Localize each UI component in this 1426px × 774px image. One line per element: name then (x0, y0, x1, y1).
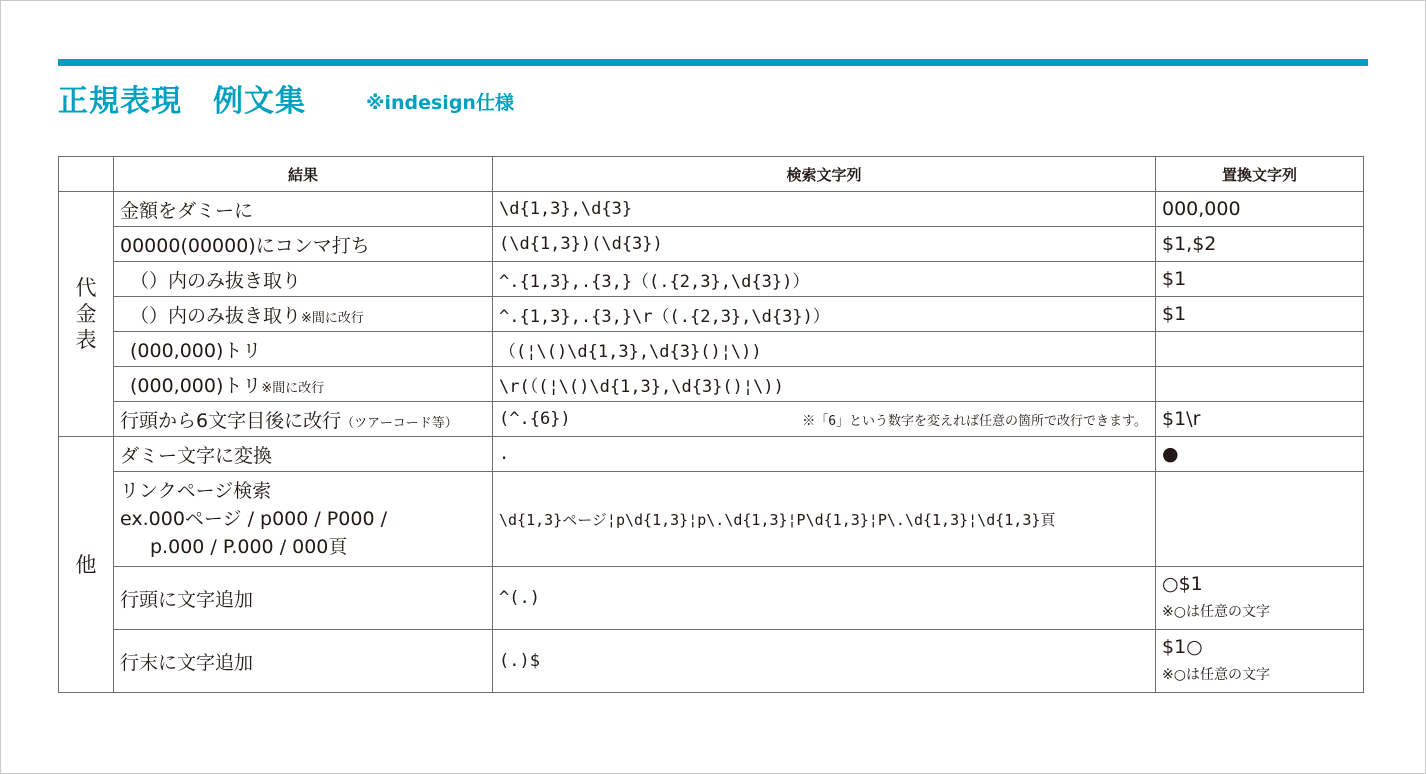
search-cell: \d{1,3},\d{3} (493, 192, 1156, 227)
table-row (59, 402, 1364, 437)
result-cell: （）内のみ抜き取り (114, 262, 493, 297)
group-label-other: 他 (59, 437, 114, 693)
replace-text: ○$1 (1162, 573, 1203, 595)
header-replace: 置換文字列 (1156, 157, 1364, 192)
regex-table (58, 156, 1364, 693)
table-row (59, 437, 1364, 472)
search-cell: ^.{1,3},.{3,}（(.{2,3},\d{3})） (493, 262, 1156, 297)
result-line: p.000 / P.000 / 000頁 (150, 536, 348, 558)
replace-cell (1156, 367, 1364, 402)
search-text: (^.{6}) (499, 409, 571, 429)
page-subtitle: ※indesign仕様 (366, 92, 514, 114)
search-cell: （(¦\()\d{1,3},\d{3}()¦\)) (493, 332, 1156, 367)
table-row (59, 262, 1364, 297)
search-cell: ^(.) (493, 567, 1156, 630)
result-line: ex.000ページ / p000 / P000 / (120, 508, 387, 530)
table-row (59, 630, 1364, 693)
replace-cell: $1,$2 (1156, 227, 1364, 262)
result-note: ※間に改行 (301, 310, 364, 326)
replace-text: $1○ (1162, 636, 1203, 658)
result-note: ※間に改行 (261, 380, 325, 396)
replace-cell: $1\r (1156, 402, 1364, 437)
result-text: （）内のみ抜き取り (130, 304, 302, 327)
result-cell: ダミー文字に変換 (114, 437, 493, 472)
table-row (59, 332, 1364, 367)
replace-cell: ● (1156, 437, 1364, 472)
result-cell: 00000(00000)にコンマ打ち (114, 227, 493, 262)
replace-note: ※○は任意の文字 (1162, 604, 1270, 620)
result-text: (000,000)トリ (130, 374, 262, 397)
result-cell: 行頭に文字追加 (114, 567, 493, 630)
result-cell (114, 472, 493, 567)
replace-cell (1156, 630, 1364, 693)
result-cell: 行末に文字追加 (114, 630, 493, 693)
search-cell: \r(（(¦\()\d{1,3},\d{3}()¦\)) (493, 367, 1156, 402)
replace-note: ※○は任意の文字 (1162, 667, 1270, 683)
title-accent-bar (58, 59, 1368, 66)
search-cell: \d{1,3}ページ¦p\d{1,3}¦p\.\d{1,3}¦P\d{1,3}¦P\.\d{1,3}¦\d{1,3}頁 (493, 472, 1156, 567)
result-cell: (000,000)トリ (114, 332, 493, 367)
search-cell (493, 402, 1156, 437)
search-cell: (\d{1,3})(\d{3}) (493, 227, 1156, 262)
group-label-substitute: 代金表 (59, 192, 114, 437)
search-cell: ^.{1,3},.{3,}\r（(.{2,3},\d{3})） (493, 297, 1156, 332)
header-result: 結果 (114, 157, 493, 192)
replace-cell (1156, 472, 1364, 567)
table-row (59, 472, 1364, 567)
search-cell: . (493, 437, 1156, 472)
header-row (59, 157, 1364, 192)
table-row (59, 227, 1364, 262)
table-row (59, 567, 1364, 630)
replace-cell: 000,000 (1156, 192, 1364, 227)
replace-cell: $1 (1156, 297, 1364, 332)
replace-cell (1156, 332, 1364, 367)
table-row (59, 297, 1364, 332)
search-cell: (.)$ (493, 630, 1156, 693)
result-cell (114, 367, 493, 402)
result-cell (114, 297, 493, 332)
search-note: ※「6」という数字を変えれば任意の箇所で改行できます。 (802, 414, 1147, 429)
replace-cell: $1 (1156, 262, 1364, 297)
result-cell (114, 402, 493, 437)
header-search: 検索文字列 (493, 157, 1156, 192)
table-row (59, 367, 1364, 402)
replace-cell (1156, 567, 1364, 630)
table-row (59, 192, 1364, 227)
result-note: （ツアーコード等） (341, 415, 458, 431)
header-blank (59, 157, 114, 192)
result-text: 行頭から6文字目後に改行 (120, 409, 342, 432)
result-cell: 金額をダミーに (114, 192, 493, 227)
result-line: リンクページ検索 (120, 480, 272, 502)
page-title: 正規表現 例文集 (58, 84, 306, 119)
